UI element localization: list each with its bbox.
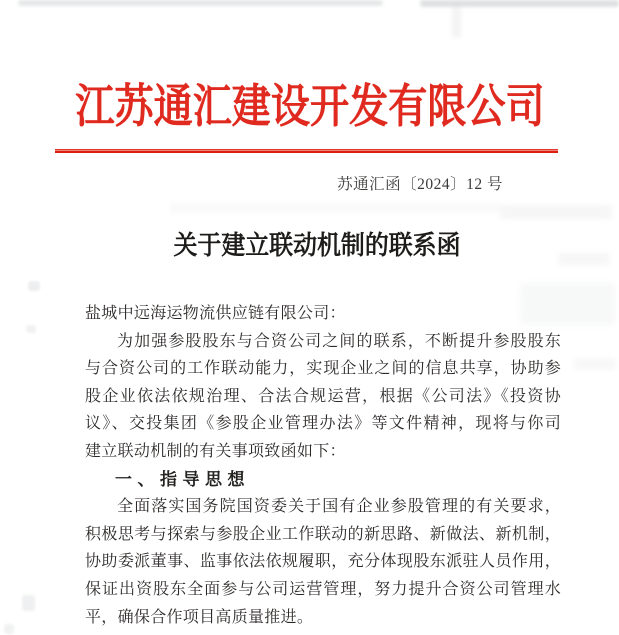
letterhead-divider-line xyxy=(55,149,558,153)
paragraph2-line: 全面落实国务院国资委关于国有企业参股管理的有关要求， xyxy=(117,498,561,516)
scan-artifact xyxy=(558,253,610,265)
scan-artifact xyxy=(500,205,612,219)
scan-artifact xyxy=(420,0,619,7)
section-heading: 一、指导思想 xyxy=(115,469,250,489)
paragraph2-line: 协助委派董事、监事依法依规履职，充分体现股东派驻人员作用， xyxy=(85,553,561,571)
letter-title: 关于建立联动机制的联系函 xyxy=(172,231,461,260)
scan-artifact xyxy=(4,624,14,634)
scan-artifact xyxy=(18,0,383,6)
paragraph2-line: 积极思考与探索与参股企业工作联动的新思路、新做法、新机制， xyxy=(85,525,561,543)
paragraph1-line: 建立联动机制的有关事项致函如下： xyxy=(85,442,346,460)
paragraph1-line: 议》、交投集团《参股企业管理办法》等文件精神，现将与你司 xyxy=(85,415,561,433)
scan-artifact xyxy=(28,281,40,291)
scan-artifact xyxy=(574,358,616,370)
paragraph2-line: 平，确保合作项目高质量推进。 xyxy=(85,608,314,626)
scan-artifact xyxy=(26,325,36,333)
scan-artifact xyxy=(452,6,461,38)
document-number: 苏通汇函〔2024〕12 号 xyxy=(337,176,503,193)
scan-artifact xyxy=(22,595,35,611)
paragraph1-line: 股企业依法依规治理、合法合规运营，根据《公司法》《投资协 xyxy=(85,387,561,405)
recipient-line: 盐城中远海运物流供应链有限公司： xyxy=(85,305,346,322)
company-name-letterhead: 江苏通汇建设开发有限公司 xyxy=(74,81,545,132)
paragraph1-line: 为加强参股股东与合资公司之间的联系，不断提升参股股东 xyxy=(117,332,561,350)
paragraph1-line: 与合资公司的工作联动能力，实现企业之间的信息共享，协助参 xyxy=(85,360,561,378)
letter-body xyxy=(85,300,561,631)
paragraph2-line: 保证出资股东全面参与公司运营管理，努力提升合资公司管理水 xyxy=(85,580,561,598)
scan-artifact xyxy=(170,203,500,213)
